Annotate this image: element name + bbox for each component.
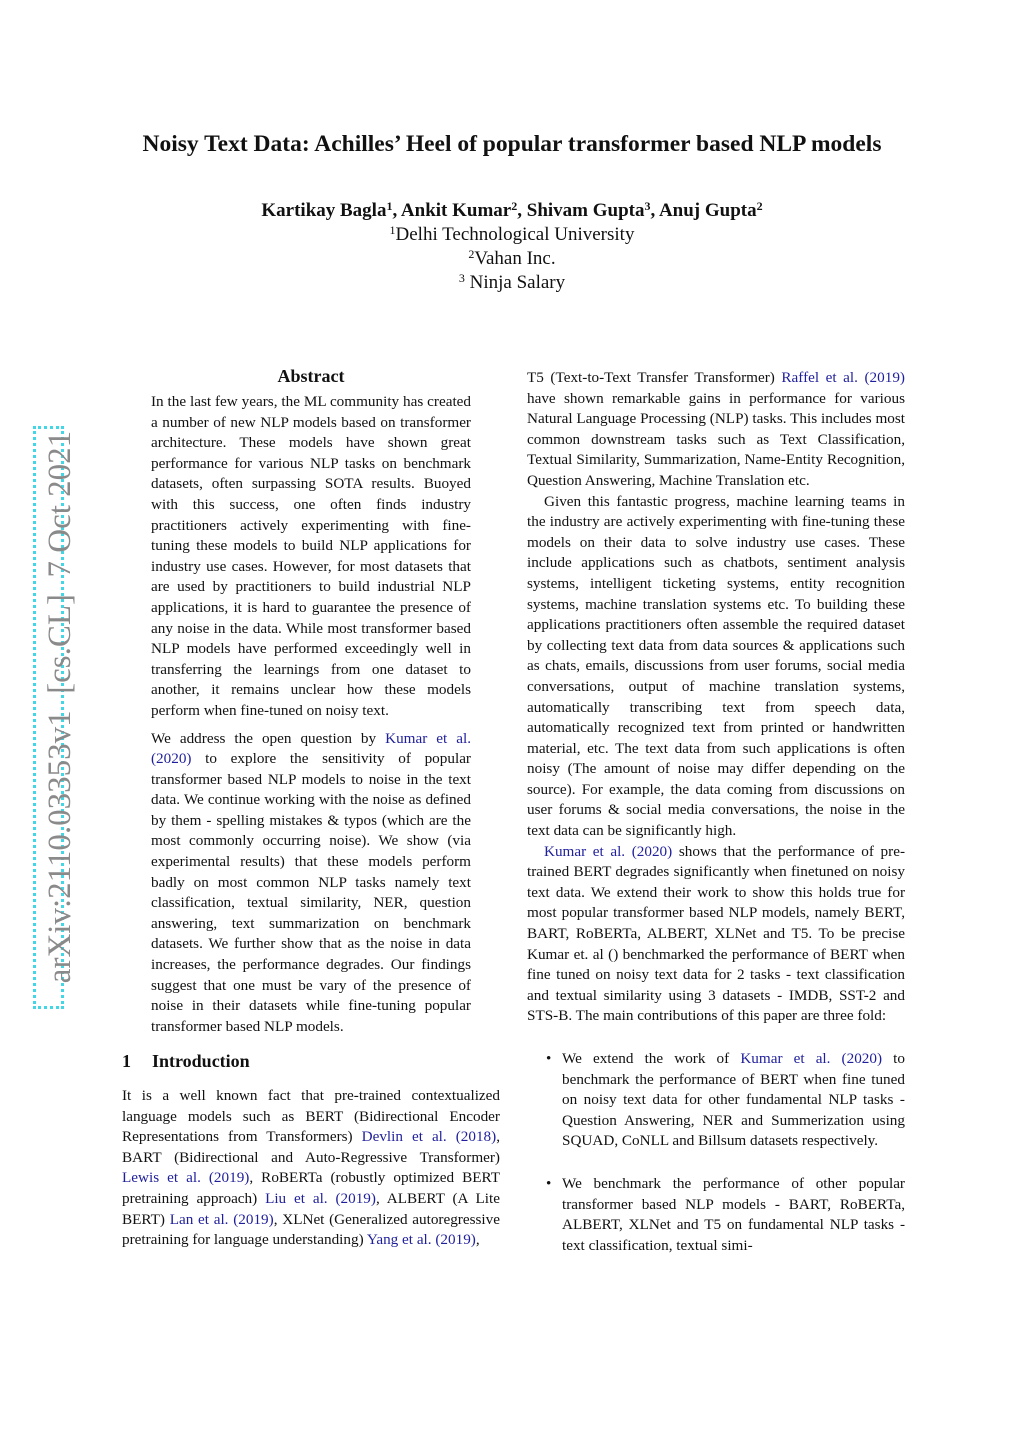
abstract-paragraph: In the last few years, the ML community has created a number of new NLP models based on transformer architecture. These models have shown great performance for various NLP tasks on benchmark datasets, often surpassing SOTA results. Buoyed with this success, one often finds industry practitioners actively experimenting with fine-tuning these models to build NLP applications for industry use cases. However, for most datasets that are used by practitioners to build industrial NLP applications, it is hard to guarantee the presence of any noise in the data. While most transformer based NLP models have performed exceedingly well in transferring the learnings from one dataset to another, it remains unclear how these models perform when fine-tuned on noisy text. — [151, 393, 471, 719]
paper-title: Noisy Text Data: Achilles’ Heel of popular transformer based NLP models — [142, 131, 882, 157]
text-run: , ALBERT (A Lite BERT) — [122, 1189, 500, 1228]
text-run: , XLNet (Generalized autoregressive pretraining for language understanding) — [122, 1210, 500, 1249]
author: Shivam Gupta — [526, 200, 645, 221]
right-column — [527, 368, 905, 1278]
author: Ankit Kumar — [400, 200, 512, 221]
citation-link[interactable]: Yang et al. (2019) — [366, 1231, 476, 1249]
intro-paragraph — [527, 368, 905, 492]
citation-link[interactable]: Lan et al. (2019) — [169, 1210, 274, 1228]
author-affiliation-mark: 2 — [756, 199, 763, 213]
text-run: T5 (Text-to-Text Transfer Transformer) — [527, 369, 782, 386]
text-run: We benchmark the performance of other popular transformer based NLP models - BART, RoBERTa, ALBERT, XLNet and T5 on fundamental NLP tasks - text classification, textual simi- — [562, 1174, 905, 1254]
author-affiliation-mark: 2 — [511, 199, 518, 213]
text-run: It is a well known fact that pre-trained contextualized language models such as BERT (Bidirectional Encoder Representations from Transformers) — [122, 1087, 500, 1146]
text-run: shows that the performance of pre-trained BERT degrades significantly when finetuned on noisy text data. We extend their work to show this holds true for most popular transformer based NLP models, namely BERT, BART, RoBERTa, ALBERT, XLNet and T5. To be precise Kumar et. al () benchmarked the performance of BERT when fine tuned on noisy text data for 2 tasks - text classification and textual similarity using 3 datasets - IMDB, SST-2 and STS-B. The main contributions of this paper are three fold: — [527, 842, 906, 1025]
text-run: , RoBERTa (robustly optimized BERT pretraining approach) — [122, 1169, 501, 1207]
intro-paragraph — [122, 1086, 500, 1251]
text-run: , BART (Bidirectional and Auto-Regressive Transformer) — [122, 1128, 500, 1166]
author: Anuj Gupta — [658, 200, 757, 221]
affiliation: $^3$ Ninja Salary — [458, 271, 566, 293]
citation-link[interactable]: Lewis et al. (2019) — [122, 1169, 250, 1187]
left-column — [122, 364, 500, 1251]
author-list: Kartikay Bagla$^1$, Ankit Kumar$^2$, Shivam Gupta$^3$, Anuj Gupta$^2$ — [261, 199, 763, 221]
bullet-icon: • — [546, 1174, 552, 1192]
text-run: , — [475, 1231, 480, 1249]
citation-link[interactable]: Raffel et al. (2019) — [781, 369, 905, 386]
intro-paragraph — [527, 842, 905, 1027]
section-heading: 1 Introduction — [122, 1051, 250, 1072]
text-run: to benchmark the performance of BERT when fine tuned on noisy text data for other fundamental NLP tasks - Question Answering, NER and Summerization using SQUAD, CoNLL and Billsum datasets respectively. — [562, 1050, 905, 1150]
affiliation: $^2$Vahan Inc. — [468, 247, 556, 269]
citation-link[interactable]: Kumar et al. (2020) — [740, 1050, 883, 1067]
author-affiliation-mark: 1 — [386, 199, 393, 213]
abstract — [151, 364, 471, 1037]
citation-link[interactable]: Liu et al. (2019) — [265, 1189, 376, 1207]
citation-link[interactable]: Kumar et al. (2020) — [151, 729, 471, 768]
author: Kartikay Bagla — [261, 200, 387, 221]
affiliation: $^1$Delhi Technological University — [389, 223, 635, 245]
citation-link[interactable]: Devlin et al. (2018) — [361, 1128, 497, 1146]
list-item — [527, 1049, 905, 1152]
citation-link[interactable]: Kumar et al. (2020) — [544, 842, 673, 860]
abstract-heading: Abstract — [277, 366, 345, 386]
arxiv-identifier[interactable]: arXiv:2110.03353v1 [cs.CL] 7 Oct 2021 — [41, 430, 78, 984]
contribution-list — [527, 1049, 905, 1256]
text-run: have shown remarkable gains in performance for various Natural Language Processing (NLP) tasks. This includes most common downstream tasks such as Text Classification, Textual Similarity, Summarization, Name-Entity Recognition, Question Answering, Machine Translation etc. — [527, 389, 905, 489]
bullet-icon: • — [546, 1050, 552, 1067]
abstract-paragraph: We address the open question by Kumar et al. (2020) to explore the sensitivity of popular transformer based NLP models to noise in the text data. We continue working with the noise as defined by them - spelling mistakes & typos (which are the most commonly occurring noise). We show (via experimental results) that these models perform badly on most common NLP tasks namely text classification, textual similarity, NER, question answering, text summarization on benchmark datasets. We further show that as the noise in data increases, the performance degrades. Our findings suggest that one must be vary of the presence of noise in their datasets while fine-tuning popular transformer based NLP models. — [151, 729, 471, 1035]
author-affiliation-mark: 3 — [644, 199, 651, 213]
text-run: We extend the work of — [562, 1050, 741, 1067]
list-item — [527, 1174, 905, 1256]
intro-paragraph: Given this fantastic progress, machine learning teams in the industry are actively experimenting with fine-tuning these models on their data to solve industry use cases. These include applications such as chatbots, sentiment analysis systems, intelligent ticketing systems, entity recognition systems, machine translation systems etc. To building these applications practitioners often assemble the required dataset by collecting text data from data sources & applications such as chats, emails, discussions from user forums, social media conversations, output of machine translation systems, automatically transcribing text from speech data, automatically recognized text from printed or handwritten material, etc. The text data from such applications is often noisy (The amount of noise may differ depending on the source). For example, the data coming from discussions on user forums & social media conversations, the noise in the text data can be significantly high. — [527, 492, 905, 840]
